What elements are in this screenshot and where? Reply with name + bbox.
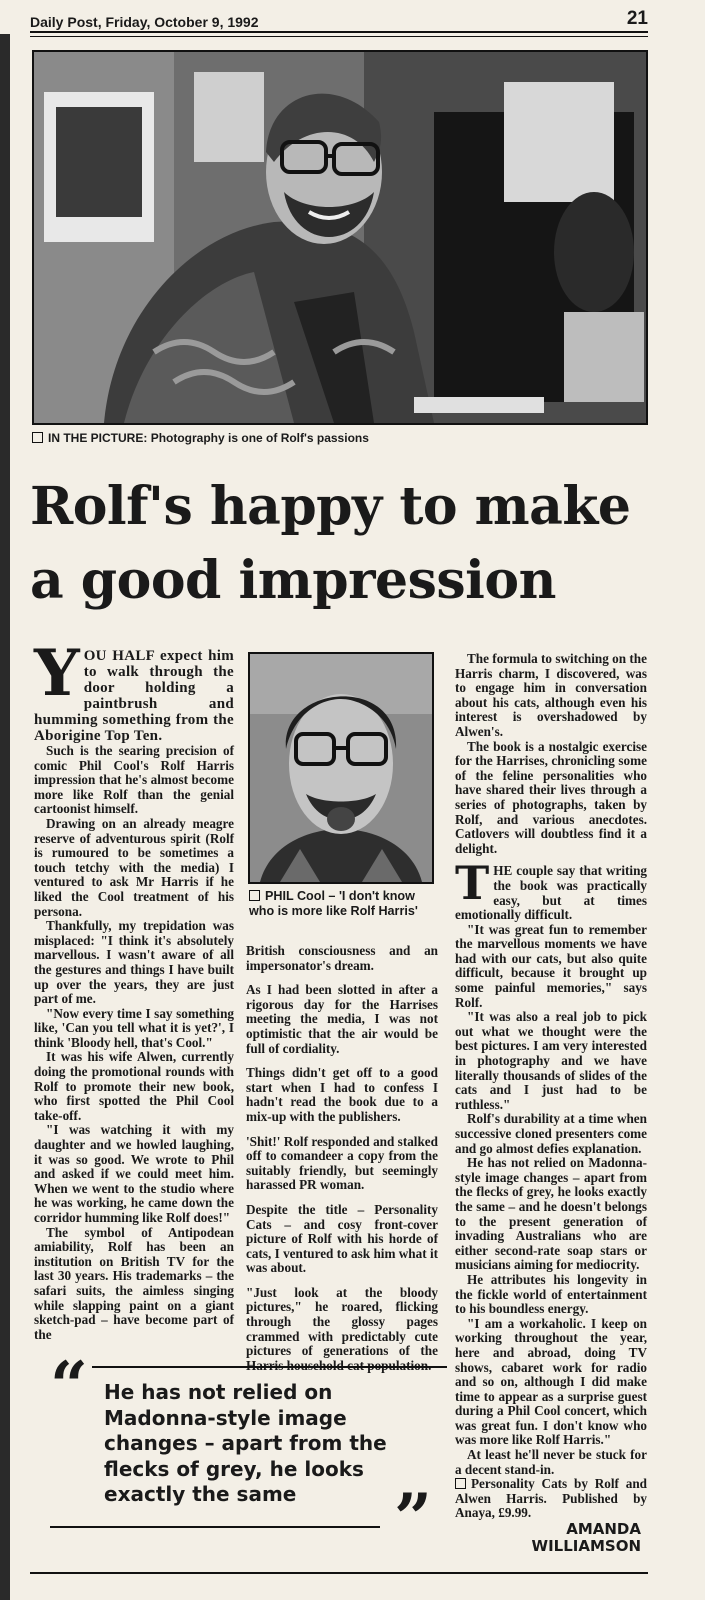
portrait-photo xyxy=(248,652,434,884)
caption-square-icon xyxy=(249,890,260,901)
photo-caption-text: Photography is one of Rolf's passions xyxy=(150,431,369,445)
masthead-rule-thin xyxy=(30,36,648,37)
book-note xyxy=(455,1477,647,1521)
pull-quote-text: He has not relied on Madonna-style image changes – apart from the flecks of grey, he looks exactly the same xyxy=(104,1380,387,1506)
caption-square-icon xyxy=(32,432,43,443)
open-quote-mark: “ xyxy=(50,1347,88,1425)
byline-last-name: WILLIAMSON xyxy=(531,1537,641,1555)
page-number: 21 xyxy=(626,8,648,29)
article-lead: HE couple say that writing the book was practically easy, but at times emotionally difficult. xyxy=(455,863,647,923)
article-paragraph: 'Shit!' Rolf responded and stalked off to comandeer a copy from the suitably friendly, but seemingly harassed PR woman. xyxy=(246,1133,438,1193)
article-paragraph: The book is a nostalgic exercise for the Harrises, chronicling some of the feline personalities who have shared their lives through a series of photographs, taken by Rolf, and various anecdotes. Catlovers will doubtless find it a delight. xyxy=(455,738,647,856)
photo-caption xyxy=(32,431,369,445)
page-edge-bar xyxy=(0,34,10,1600)
article-paragraph: The symbol of Antipodean amiability, Rolf has been an institution on British TV for the last 30 years. His trademarks – the safari suits, the aimless singing while slapping paint on a giant sketch-pad – have become part of the xyxy=(34,1224,234,1342)
main-photo xyxy=(32,50,648,425)
masthead xyxy=(30,8,648,30)
article-paragraph: At least he'll never be stuck for a decent stand-in. xyxy=(455,1447,647,1477)
article-paragraph: It was his wife Alwen, currently doing the promotional rounds with Rolf to promote their new book, who first spotted the Phil Cool take-off. xyxy=(34,1049,234,1123)
article-paragraph: "Now every time I say something like, 'Can you tell what it is yet?', I think 'Bloody hell, that's Cool." xyxy=(34,1005,234,1050)
article-paragraph: "It was great fun to remember the marvellous moments we have had with our cats, but also quite difficult, because it brought up some painful memories," says Rolf. xyxy=(455,921,647,1010)
bottom-rule xyxy=(30,1572,648,1574)
article-paragraph: He attributes his longevity in the fickle world of entertainment to his boundless energy. xyxy=(455,1271,647,1317)
portrait-caption-text: PHIL Cool – 'I don't know who is more like Rolf Harris' xyxy=(249,889,418,918)
pull-quote xyxy=(44,1347,439,1557)
article-column-2 xyxy=(246,944,438,1383)
drop-cap: Y xyxy=(34,636,80,711)
photo-caption-label: IN THE PICTURE: xyxy=(48,431,148,445)
article-paragraph: Drawing on an already meagre reserve of adventurous spirit (Rolf is rumoured to be sometimes a touch tetchy with the media) I ventured to ask Mr Harris if he liked the Cool treatment of his persona. xyxy=(34,815,234,919)
article-paragraph: "I am a workaholic. I keep on working throughout the year, here and abroad, doing TV shows, cabaret work for radio and so on, although I did make time to appear as a surprise guest during a Phil Cool concert, which was great fun. I don't know who was more like Rolf Harris." xyxy=(455,1315,647,1448)
headline xyxy=(30,470,670,618)
masthead-rule xyxy=(30,31,648,33)
byline xyxy=(532,1521,641,1555)
article-paragraph: British consciousness and an impersonator's dream. xyxy=(246,943,438,973)
note-square-icon xyxy=(455,1478,466,1489)
masthead-date: Daily Post, Friday, October 9, 1992 xyxy=(30,14,259,30)
pull-quote-rule-top xyxy=(92,1366,447,1368)
article-paragraph: Despite the title – Personality Cats – and cosy front-cover picture of Rolf with his horde of cats, I ventured to ask him what it was about. xyxy=(246,1201,438,1276)
article-paragraph: "Just look at the bloody pictures," he roared, flicking through the glossy pages crammed with predictably cute pictures of generations of the xyxy=(246,1284,438,1359)
article-lead: OU HALF expect him to walk through the door holding a paintbrush and humming something from the Aborigine Top Ten. xyxy=(34,648,234,744)
headline-line-2: a good impression xyxy=(30,550,556,611)
headline-line-1: Rolf's happy to make xyxy=(30,476,631,537)
main-photo-image xyxy=(34,52,646,423)
drop-cap: T xyxy=(455,856,490,911)
article-paragraph: "It was also a real job to pick out what we thought were the best pictures. I am very interested in photography and we have literally thousands of slides of the cats and I just had to be ruthless." xyxy=(455,1009,647,1112)
article-paragraph: The formula to switching on the Harris charm, I discovered, was to engage him in conversation about his cats, although even his interest is overshadowed by Alwen's. xyxy=(455,651,647,739)
article-paragraph: Things didn't get off to a good start when I had to confess I hadn't read the book due to a mix-up with the publishers. xyxy=(246,1065,438,1124)
article-paragraph: Rolf's durability at a time when successive cloned presenters come and go almost defies explanation. xyxy=(455,1111,647,1156)
byline-first-name: AMANDA xyxy=(566,1520,641,1538)
article-paragraph: Such is the searing precision of comic Phil Cool's Rolf Harris impression that he's almost become more like Rolf than the genial cartoonist himself. xyxy=(34,743,234,817)
pull-quote-rule-bottom xyxy=(50,1526,380,1528)
article-paragraph: "I was watching it with my daughter and we howled laughing, it was so good. We wrote to Phil and asked if we could meet him. When we went to the studio where he was working, he came down the corridor humming like Rolf does!" xyxy=(34,1122,234,1225)
article-paragraph: Thankfully, my trepidation was misplaced: "I think it's absolutely marvellous. I wasn't aware of all the gestures and things I have built up over the years, they are just part of me. xyxy=(34,918,234,1007)
portrait-caption xyxy=(249,889,439,919)
article-paragraph: As I had been slotted in after a rigorous day for the Harrises meeting the media, I was not optimistic that the air would be full of cordiality. xyxy=(246,982,438,1056)
book-note-text: Personality Cats by Rolf and Alwen Harris. Published by Anaya, £9.99. xyxy=(455,1476,647,1521)
article-paragraph: He has not relied on Madonna-style image changes – apart from the flecks of grey, he looks exactly the same – and he doesn't belongs to the present generation of invading Australians who are either second-rate soap stars or musicians aiming for mediocrity. xyxy=(455,1155,647,1273)
article-column-1 xyxy=(34,636,234,1342)
portrait-image xyxy=(250,654,432,882)
article-column-3 xyxy=(455,652,647,1521)
close-quote-mark: ” xyxy=(394,1479,432,1557)
